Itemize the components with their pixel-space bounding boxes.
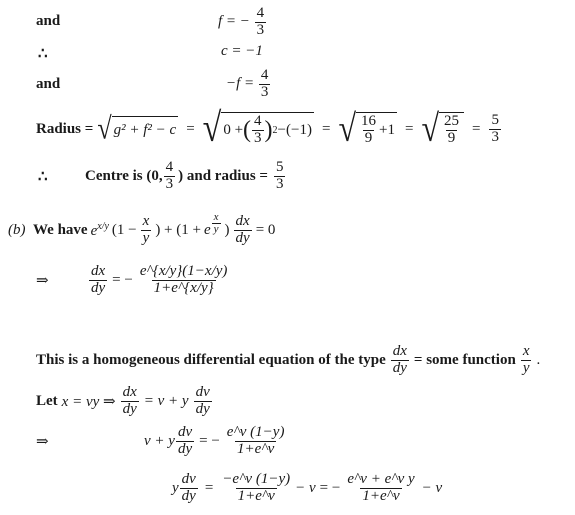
homog-dxdy (391, 344, 409, 377)
e-base: e (90, 222, 98, 239)
f-equation (218, 6, 267, 39)
paren-open: ( (243, 117, 252, 144)
eq-neg: = − (112, 271, 133, 288)
frac-num: x (213, 210, 219, 223)
sqrt-sign: √ (97, 111, 112, 147)
implies-symbol-1: ⇒ (36, 272, 49, 289)
part-b-label: (b) (8, 221, 26, 238)
frac-den: dy (91, 279, 106, 296)
frac-den: dy (177, 440, 193, 457)
neg-f-equation (226, 68, 271, 101)
e2-power (203, 210, 222, 239)
frac-den: dy (195, 400, 210, 417)
frac-den: dy (122, 400, 137, 417)
sqrt-4-frac (442, 114, 461, 147)
line3-dvdy (180, 472, 198, 505)
line3-fraction (220, 472, 292, 505)
sqrt-3-b: +1 (379, 121, 395, 138)
radius-line (36, 106, 502, 151)
equals-1: = (186, 120, 195, 137)
sqrt-3-frac (359, 114, 378, 147)
frac-den: 1+e^{x/y} (153, 279, 214, 296)
centre-fraction (164, 160, 176, 193)
e-power (91, 221, 109, 240)
line-3 (172, 472, 442, 505)
homog-xy (521, 344, 532, 377)
sqrt-2-exp: 2 (272, 124, 278, 136)
sqrt-3-under (356, 112, 397, 147)
equals-2: = (321, 120, 331, 137)
homogeneous-text-2: = some function (413, 351, 516, 368)
frac-num: 16 (361, 113, 376, 129)
frac-num: dx (122, 384, 137, 400)
sqrt-sign: √ (338, 106, 356, 150)
frac-num: x (142, 213, 150, 229)
frac-num: 4 (260, 67, 269, 83)
frac-den: 1+e^v (362, 487, 400, 504)
frac-num: 5 (275, 159, 284, 175)
implies-symbol-2: ⇒ (36, 433, 49, 450)
let-dxdy (121, 385, 139, 418)
text-and-1: and (36, 13, 61, 29)
f-eq-text: f = − (218, 13, 250, 30)
radius-fraction (489, 113, 501, 146)
centre-text: Centre is (0, (85, 167, 163, 184)
frac-den: 9 (447, 129, 456, 146)
e-base: e (203, 221, 211, 238)
frac-den: dy (392, 359, 407, 376)
line2-dvdy (176, 425, 194, 458)
let-text: Let (36, 392, 58, 409)
sqrt-1-expr: g² + f² − c (112, 116, 179, 142)
frac-den: 1+e^v (236, 440, 275, 457)
sqrt-1 (97, 111, 178, 147)
frac-den: 3 (491, 128, 499, 145)
dx-dy-2 (89, 264, 107, 297)
frac-num: dx (235, 213, 250, 229)
frac-den: 3 (165, 175, 174, 192)
frac-den: y (213, 223, 219, 236)
frac-num: 25 (444, 113, 459, 129)
close-paren: ) (224, 221, 230, 238)
implies-line-2 (36, 425, 287, 458)
c-equation (221, 43, 263, 60)
frac-num: dx (392, 343, 407, 359)
line2-eq: = − (199, 432, 220, 449)
period: . (536, 351, 541, 368)
frac-den: 1+e^v (237, 487, 275, 504)
let-expression: x = vy ⇒ (61, 393, 116, 410)
centre-radius-fraction (274, 160, 286, 193)
radius-label: Radius = (36, 120, 94, 137)
sqrt-2-a: 0 + (223, 121, 244, 138)
frac-num: dv (181, 471, 196, 487)
line2-lhs: v + y (144, 432, 175, 449)
frac-den: y (142, 229, 150, 246)
centre-text-2: ) and radius = (178, 167, 268, 184)
frac-den: 3 (256, 21, 265, 38)
frac-den: dy (181, 487, 196, 504)
equals-4: = (472, 120, 481, 137)
line3-minus-v: − v (295, 479, 316, 496)
frac-den: dy (235, 229, 250, 246)
x-over-y (141, 214, 152, 247)
frac-num: 5 (491, 112, 499, 128)
equals-3: = (404, 120, 414, 137)
part-b-line (8, 210, 276, 247)
sqrt-2-b: −(−1) (277, 121, 312, 138)
let-line (36, 385, 213, 418)
e2-sup-frac (212, 212, 221, 236)
sqrt-3 (338, 106, 397, 150)
frac-num: 4 (254, 113, 262, 129)
centre-line (38, 160, 286, 193)
implies-line-1 (36, 264, 230, 297)
line3-lhs: y (172, 479, 179, 496)
frac-num: dx (91, 263, 106, 279)
sqrt-2 (202, 106, 314, 151)
sqrt-2-under (221, 112, 314, 147)
line3-end: − v (421, 479, 443, 496)
frac-num: dv (195, 384, 210, 400)
frac-num: e^{x/y}(1−x/y) (139, 263, 228, 279)
frac-den: 3 (254, 129, 262, 146)
frac-den: y (522, 359, 530, 376)
therefore-symbol-1: ∴ (38, 46, 48, 62)
frac-num: e^v + e^v y (347, 471, 415, 487)
sqrt-sign: √ (202, 106, 222, 151)
line3-eq: = (204, 479, 214, 496)
sqrt-4-under (439, 112, 464, 147)
frac-num: e^v (1−y) (226, 424, 285, 440)
f-fraction (255, 6, 267, 39)
frac-num: 4 (256, 5, 265, 21)
line2-fraction (225, 425, 287, 458)
therefore-symbol-2: ∴ (38, 168, 48, 185)
we-have-text: We have (33, 221, 88, 238)
e-sup: x/y (97, 220, 109, 232)
homogeneous-text: This is a homogeneous differential equation of the type (36, 351, 386, 368)
homogeneous-line (36, 344, 540, 377)
sqrt-2-frac (252, 114, 264, 147)
eq-zero: = 0 (255, 221, 276, 238)
plus-one-plus: ) + (1 + (155, 221, 201, 238)
negf-fraction (259, 68, 271, 101)
frac-num: dv (177, 424, 193, 440)
frac-den: 9 (364, 129, 373, 146)
one-minus: (1 − (111, 221, 137, 238)
sqrt-sign: √ (421, 106, 439, 150)
let-rhs: = v + y (143, 392, 189, 409)
line3-fraction-2 (345, 472, 416, 505)
paren-close: ) (264, 117, 273, 144)
dx-dy (234, 214, 252, 247)
big-fraction (138, 264, 230, 297)
text-and-2: and (36, 76, 61, 92)
frac-den: 3 (260, 83, 269, 100)
frac-num: −e^v (1−y) (222, 471, 291, 487)
line3-eq2: = − (319, 479, 341, 496)
c-eq-text: c = −1 (221, 43, 263, 59)
frac-num: x (522, 343, 530, 359)
negf-eq-text: −f = (226, 75, 255, 92)
let-dvdy (194, 385, 212, 418)
sqrt-4 (421, 106, 464, 150)
frac-num: 4 (165, 159, 174, 175)
frac-den: 3 (275, 175, 284, 192)
